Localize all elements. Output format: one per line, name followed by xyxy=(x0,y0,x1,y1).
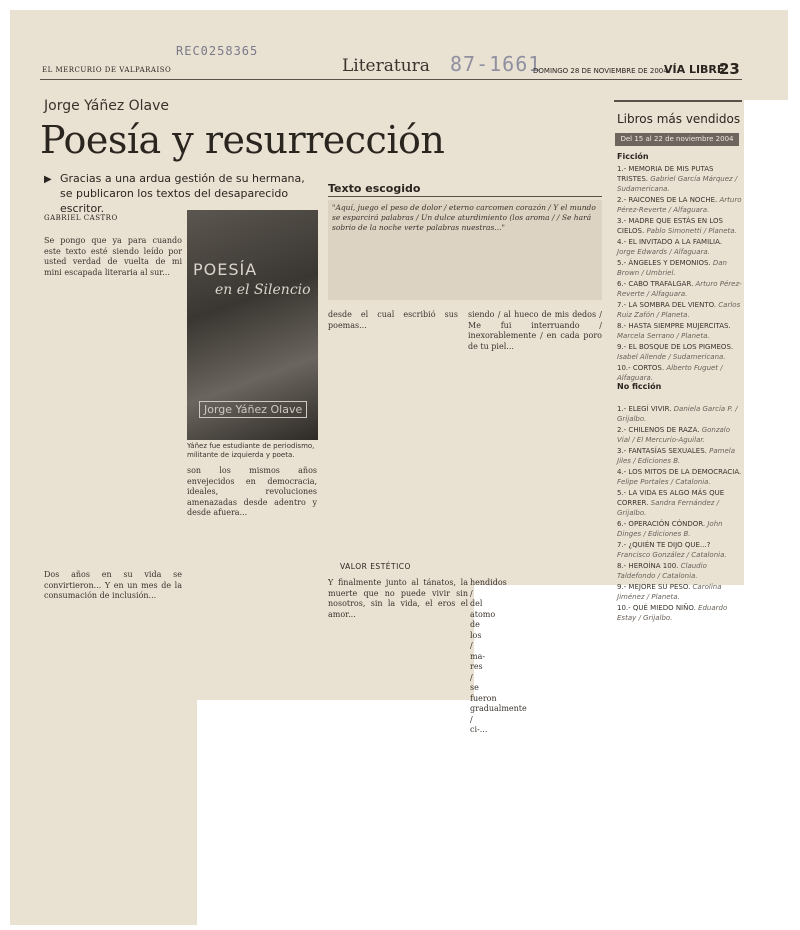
bestseller-title: 5.- LA VIDA ES ALGO MÁS QUE CORRER. xyxy=(617,489,725,507)
bestseller-title: 4.- EL INVITADO A LA FAMILIA. xyxy=(617,238,722,246)
bestseller-item xyxy=(617,321,742,341)
bestseller-author: Pamela Jiles / Ediciones B. xyxy=(617,447,735,465)
bestseller-author: Dan Brown / Umbriel. xyxy=(617,259,727,277)
bestsellers-title: Libros más vendidos xyxy=(617,112,741,126)
bestseller-item xyxy=(617,540,742,560)
bestseller-title: 8.- HASTA SIEMPRE MUJERCITAS. xyxy=(617,322,731,330)
book-cover-author: Jorge Yáñez Olave xyxy=(199,401,307,418)
newspaper-name: EL MERCURIO DE VALPARAISO xyxy=(42,66,172,74)
bestseller-item xyxy=(617,195,742,215)
bestseller-item xyxy=(617,561,742,581)
texto-escogido-box xyxy=(328,200,602,300)
bestseller-item xyxy=(617,279,742,299)
bestseller-author: Daniela García P. / Grijalbo. xyxy=(617,405,738,423)
archive-stamp: REC0258365 xyxy=(176,44,259,58)
bestseller-item xyxy=(617,237,742,257)
article-title: Poesía y resurrección xyxy=(40,118,445,162)
bestseller-title: 9.- EL BOSQUE DE LOS PIGMEOS. xyxy=(617,343,734,351)
section-heading-valor: VALOR ESTÉTICO xyxy=(340,562,411,571)
bestseller-author: Alberto Fuguet / Alfaguara. xyxy=(617,364,723,382)
fiction-list xyxy=(617,164,742,382)
deck-arrow-icon: ▶ xyxy=(44,174,52,185)
supplement-name: VÍA LIBRE xyxy=(664,63,725,76)
bestseller-title: 1.- ELEGÍ VIVIR. xyxy=(617,405,674,413)
bestseller-item xyxy=(617,216,742,236)
bestseller-title: 9.- MEJORE SU PESO. xyxy=(617,583,693,591)
bestseller-item xyxy=(617,467,742,487)
bestsellers-period: Del 15 al 22 de noviembre 2004 xyxy=(615,133,739,146)
bestseller-title: 3.- MADRE QUE ESTÁS EN LOS CIELOS. xyxy=(617,217,723,235)
bestseller-title: 2.- RAICONES DE LA NOCHE. xyxy=(617,196,720,204)
bestseller-author: Marcela Serrano / Planeta. xyxy=(617,332,710,340)
bestseller-author: Gabriel García Márquez / Sudamericana. xyxy=(617,175,738,193)
texto-escogido-rule xyxy=(328,196,602,197)
bestseller-title: 7.- ¿QUIÉN TE DIJO QUE...? xyxy=(617,541,711,549)
article-column-3: son los mismos años envejecidos en democracia, ideales, revoluciones amenazadas desde adentro y desde afuera... xyxy=(187,466,317,517)
bestseller-item xyxy=(617,488,742,518)
bestseller-author: Jorge Edwards / Alfaguara. xyxy=(617,248,710,256)
bestsellers-top-rule xyxy=(614,100,742,102)
bestseller-author: Sandra Fernández / Grijalbo. xyxy=(617,499,720,517)
article-deck: Gracias a una ardua gestión de su hermana, se publicaron los textos del desaparecido escritor. xyxy=(60,172,305,215)
bestseller-author: Felipe Portales / Catalonia. xyxy=(617,478,711,486)
bestseller-title: 10.- QUÉ MIEDO NIÑO. xyxy=(617,604,699,612)
bestseller-author: Pablo Simonetti / Planeta. xyxy=(646,227,737,235)
article-column-1-lower: Dos años en su vida se convirtieron... Y en un mes de la consumación de inclusión... xyxy=(44,570,182,600)
bestseller-author: Carolina Jiménez / Planeta. xyxy=(617,583,722,601)
bestseller-title: 8.- HEROÍNA 100. xyxy=(617,562,681,570)
header-rule xyxy=(40,79,742,80)
handwritten-number: 87-1661 xyxy=(450,52,542,76)
bestseller-author: Francisco González / Catalonia. xyxy=(617,551,727,559)
clipping-cut-area xyxy=(197,700,788,925)
bestseller-title: 6.- OPERACIÓN CÓNDOR. xyxy=(617,520,708,528)
bestseller-title: 5.- ÁNGELES Y DEMONIOS. xyxy=(617,259,713,267)
fiction-label: Ficción xyxy=(617,152,649,161)
book-cover-subtitle: en el Silencio xyxy=(215,282,311,298)
article-column-4: desde el cual escribió sus poemas... xyxy=(328,310,458,330)
bestseller-author: Carlos Ruiz Zafón / Planeta. xyxy=(617,301,741,319)
book-cover-title: POESÍA xyxy=(193,260,258,279)
texto-escogido-heading: Texto escogido xyxy=(328,182,421,195)
bestseller-author: Arturo Pérez-Reverte / Alfaguara. xyxy=(617,196,742,214)
bestseller-author: Isabel Allende / Sudamericana. xyxy=(617,353,726,361)
section-name: Literatura xyxy=(342,56,430,76)
bestseller-item xyxy=(617,404,742,424)
photo-caption: Yáñez fue estudiante de periodismo, militante de izquierda y poeta. xyxy=(187,442,315,459)
bestseller-title: 1.- MEMORIA DE MIS PUTAS TRISTES. xyxy=(617,165,714,183)
bestseller-item xyxy=(617,603,742,623)
article-column-4-lower: Y finalmente junto al tánatos, la muerte que no puede vivir sin nosotros, sin la vida, el eros el amor... xyxy=(328,578,468,619)
bestseller-item xyxy=(617,446,742,466)
bestseller-item xyxy=(617,258,742,278)
clipping-cut-area-margin xyxy=(744,100,788,585)
bestseller-title: 2.- CHILENOS DE RAZA. xyxy=(617,426,702,434)
bestseller-title: 3.- FANTASÍAS SEXUALES. xyxy=(617,447,710,455)
article-column-5: siendo / al hueco de mis dedos / Me fui interruando / inexorablemente / en cada poro de tu piel... xyxy=(468,310,602,351)
bestseller-item xyxy=(617,582,742,602)
bestseller-title: 7.- LA SOMBRA DEL VIENTO. xyxy=(617,301,719,309)
article-author: Jorge Yáñez Olave xyxy=(44,98,170,114)
bestseller-item xyxy=(617,363,742,383)
texto-escogido-poem: "Aquí, juego el peso de dolor / eterno carcomen corazón / Y el mundo se esparcirá palabras / Un dulce aturdimiento (los aroma / / Se hará sobrio de la noche verte palabras nuestras..." xyxy=(332,203,596,232)
bestseller-item xyxy=(617,164,742,194)
bestseller-title: 10.- CORTOS. xyxy=(617,364,667,372)
bestseller-author: John Dinges / Ediciones B. xyxy=(617,520,723,538)
nonfiction-list xyxy=(617,404,742,622)
bestseller-author: Claudio Taldefondo / Catalonia. xyxy=(617,562,707,580)
bestseller-item xyxy=(617,300,742,320)
nonfiction-label: No ficción xyxy=(617,382,662,391)
bestseller-item xyxy=(617,425,742,445)
page-number: 23 xyxy=(719,60,740,78)
article-column-5-lower xyxy=(470,578,474,579)
bestseller-title: 6.- CABO TRAFALGAR. xyxy=(617,280,696,288)
bestseller-author: Arturo Pérez-Reverte / Alfaguara. xyxy=(617,280,742,298)
book-cover-image xyxy=(187,210,318,440)
bestseller-item xyxy=(617,519,742,539)
bestseller-author: Gonzalo Vial / El Mercurio-Aguilar. xyxy=(617,426,731,444)
bestseller-title: 4.- LOS MITOS DE LA DEMOCRACIA. xyxy=(617,468,742,476)
article-column-1: Se pongo que ya para cuando este texto esté siendo leído por usted verdad de vuelta de mi mini escapada literaria al sur... xyxy=(44,236,182,277)
bestseller-item xyxy=(617,342,742,362)
byline: GABRIEL CASTRO xyxy=(44,214,118,222)
bestseller-author: Eduardo Estay / Grijalbo. xyxy=(617,604,728,622)
issue-date: DOMINGO 28 DE NOVIEMBRE DE 2004 xyxy=(533,67,668,75)
